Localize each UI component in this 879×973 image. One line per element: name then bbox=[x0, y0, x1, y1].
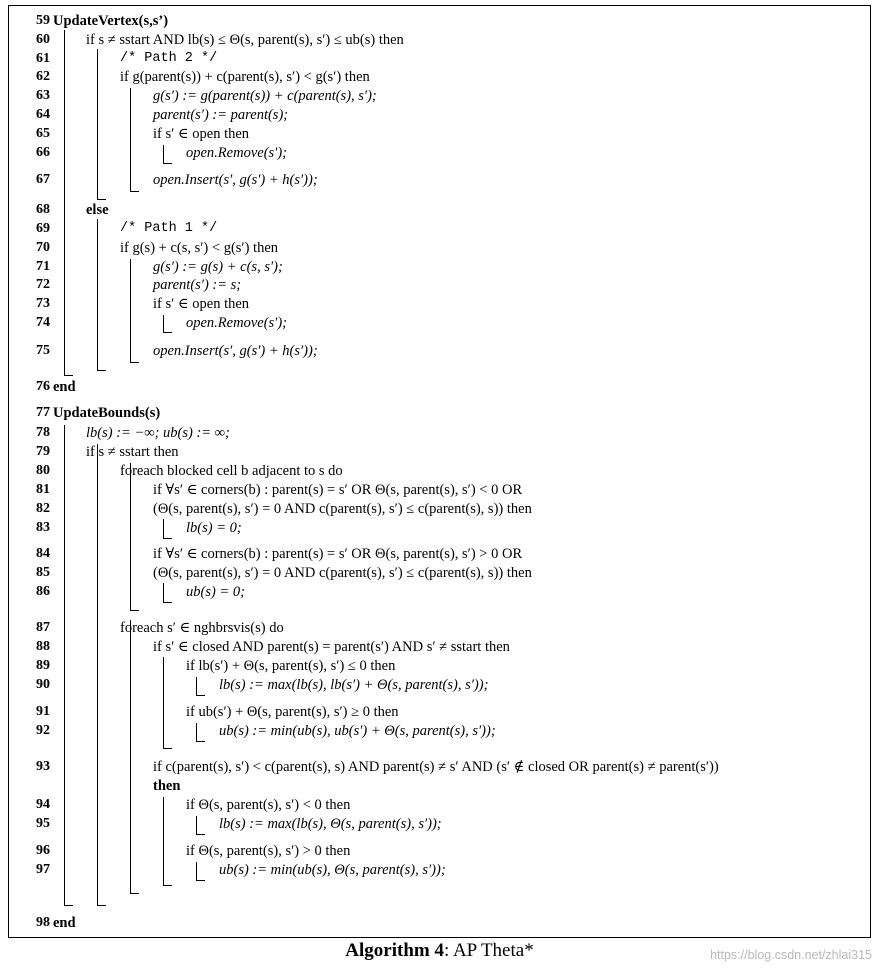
code-line: ub(s) = 0; bbox=[186, 584, 245, 600]
bracket-foot bbox=[64, 375, 73, 376]
bracket-foot bbox=[130, 610, 139, 611]
code-line: if ub(s′) + Θ(s, parent(s), s′) ≥ 0 then bbox=[186, 704, 399, 720]
bracket-vertical bbox=[163, 145, 164, 163]
line-number: 89 bbox=[36, 658, 50, 673]
line-number: 91 bbox=[36, 704, 50, 719]
code-line: end bbox=[53, 379, 76, 395]
code-line: open.Insert(s′, g(s′) + h(s′)); bbox=[153, 172, 318, 188]
code-line: g(s′) := g(parent(s)) + c(parent(s), s′); bbox=[153, 88, 377, 104]
code-line: (Θ(s, parent(s), s′) = 0 AND c(parent(s), s′) ≤ c(parent(s), s)) then bbox=[153, 565, 532, 581]
caption-title: : AP Theta* bbox=[443, 940, 534, 961]
bracket-foot bbox=[163, 332, 172, 333]
code-line: else bbox=[86, 202, 109, 218]
line-number: 70 bbox=[36, 240, 50, 255]
line-number: 77 bbox=[36, 405, 50, 420]
line-number: 85 bbox=[36, 565, 50, 580]
code-line: lb(s) := −∞; ub(s) := ∞; bbox=[86, 425, 230, 441]
line-number: 98 bbox=[36, 915, 50, 930]
line-number: 88 bbox=[36, 639, 50, 654]
line-number: 87 bbox=[36, 620, 50, 635]
bracket-foot bbox=[97, 370, 106, 371]
bracket-foot bbox=[163, 163, 172, 164]
bracket-foot bbox=[196, 741, 205, 742]
line-number: 61 bbox=[36, 51, 50, 66]
code-line: end bbox=[53, 915, 76, 931]
line-number: 59 bbox=[36, 13, 50, 28]
line-number: 66 bbox=[36, 145, 50, 160]
line-number: 69 bbox=[36, 221, 50, 236]
code-line: if s ≠ sstart AND lb(s) ≤ Θ(s, parent(s), s′) ≤ ub(s) then bbox=[86, 32, 404, 48]
line-number: 96 bbox=[36, 843, 50, 858]
bracket-vertical bbox=[97, 49, 98, 199]
code-line: if lb(s′) + Θ(s, parent(s), s′) ≤ 0 then bbox=[186, 658, 396, 674]
bracket-vertical bbox=[196, 862, 197, 880]
code-line: open.Remove(s′); bbox=[186, 145, 287, 161]
line-number: 74 bbox=[36, 315, 50, 330]
bracket-vertical bbox=[196, 723, 197, 741]
code-line: if g(s) + c(s, s′) < g(s′) then bbox=[120, 240, 278, 256]
bracket-foot bbox=[163, 748, 172, 749]
bracket-foot bbox=[97, 905, 106, 906]
code-line: /* Path 2 */ bbox=[120, 51, 218, 66]
line-number: 92 bbox=[36, 723, 50, 738]
watermark: https://blog.csdn.net/zhlai315 bbox=[710, 948, 872, 962]
line-number: 95 bbox=[36, 816, 50, 831]
code-line: ub(s) := min(ub(s), Θ(s, parent(s), s′)); bbox=[219, 862, 446, 878]
line-number: 90 bbox=[36, 677, 50, 692]
line-number: 67 bbox=[36, 172, 50, 187]
line-number: 86 bbox=[36, 584, 50, 599]
code-line: if s ≠ sstart then bbox=[86, 444, 179, 460]
code-line: if s′ ∈ closed AND parent(s) = parent(s′) AND s′ ≠ sstart then bbox=[153, 639, 510, 655]
bracket-foot bbox=[64, 905, 73, 906]
line-number: 68 bbox=[36, 202, 50, 217]
line-number: 79 bbox=[36, 444, 50, 459]
bracket-vertical bbox=[130, 88, 131, 191]
bracket-vertical bbox=[163, 315, 164, 332]
line-number: 63 bbox=[36, 88, 50, 103]
bracket-foot bbox=[196, 695, 205, 696]
code-line: UpdateBounds(s) bbox=[53, 405, 161, 421]
code-line: (Θ(s, parent(s), s′) = 0 AND c(parent(s), s′) ≤ c(parent(s), s)) then bbox=[153, 501, 532, 517]
code-line: ub(s) := min(ub(s), ub(s′) + Θ(s, parent(s), s′)); bbox=[219, 723, 496, 739]
code-line: open.Insert(s′, g(s′) + h(s′)); bbox=[153, 343, 318, 359]
line-number: 75 bbox=[36, 343, 50, 358]
line-number: 71 bbox=[36, 259, 50, 274]
bracket-vertical bbox=[163, 583, 164, 602]
line-number: 84 bbox=[36, 546, 50, 561]
bracket-vertical bbox=[130, 463, 131, 610]
code-line: UpdateVertex(s,s’) bbox=[53, 13, 169, 29]
bracket-vertical bbox=[163, 657, 164, 748]
bracket-foot bbox=[130, 191, 139, 192]
code-line: g(s′) := g(s) + c(s, s′); bbox=[153, 259, 283, 275]
bracket-foot bbox=[130, 893, 139, 894]
code-line: if Θ(s, parent(s), s′) > 0 then bbox=[186, 843, 351, 859]
bracket-vertical bbox=[64, 30, 65, 375]
code-line: if c(parent(s), s′) < c(parent(s), s) AND parent(s) ≠ s′ AND (s′ ∉ closed OR parent(s) ≠ parent(s′)) bbox=[153, 759, 719, 775]
line-number: 78 bbox=[36, 425, 50, 440]
line-number: 94 bbox=[36, 797, 50, 812]
line-number: 97 bbox=[36, 862, 50, 877]
bracket-foot bbox=[163, 885, 172, 886]
bracket-vertical bbox=[97, 219, 98, 370]
code-line: lb(s) := max(lb(s), lb(s′) + Θ(s, parent(s), s′)); bbox=[219, 677, 489, 693]
line-number: 72 bbox=[36, 277, 50, 292]
code-line: lb(s) = 0; bbox=[186, 520, 242, 536]
line-number: 93 bbox=[36, 759, 50, 774]
code-line: if ∀s′ ∈ corners(b) : parent(s) = s′ OR Θ(s, parent(s), s′) > 0 OR bbox=[153, 546, 523, 562]
caption-label: Algorithm 4 bbox=[345, 940, 444, 961]
bracket-foot bbox=[196, 834, 205, 835]
code-line: parent(s′) := s; bbox=[153, 277, 242, 293]
code-line: if s′ ∈ open then bbox=[153, 126, 250, 142]
bracket-vertical bbox=[97, 444, 98, 905]
bracket-vertical bbox=[196, 816, 197, 834]
bracket-foot bbox=[196, 880, 205, 881]
code-line: open.Remove(s′); bbox=[186, 315, 287, 331]
line-number: 73 bbox=[36, 296, 50, 311]
code-line: then bbox=[153, 778, 181, 794]
line-number: 76 bbox=[36, 379, 50, 394]
line-number: 82 bbox=[36, 501, 50, 516]
code-line: foreach s′ ∈ nghbrsvis(s) do bbox=[120, 620, 284, 636]
code-line: if ∀s′ ∈ corners(b) : parent(s) = s′ OR Θ(s, parent(s), s′) < 0 OR bbox=[153, 482, 523, 498]
bracket-vertical bbox=[130, 620, 131, 893]
bracket-vertical bbox=[196, 677, 197, 695]
bracket-foot bbox=[97, 199, 106, 200]
line-number: 62 bbox=[36, 69, 50, 84]
code-line: parent(s′) := parent(s); bbox=[153, 107, 289, 123]
code-line: if g(parent(s)) + c(parent(s), s′) < g(s′) then bbox=[120, 69, 370, 85]
bracket-foot bbox=[163, 538, 172, 539]
code-line: if Θ(s, parent(s), s′) < 0 then bbox=[186, 797, 351, 813]
code-line: lb(s) := max(lb(s), Θ(s, parent(s), s′)); bbox=[219, 816, 442, 832]
line-number: 60 bbox=[36, 32, 50, 47]
code-line: /* Path 1 */ bbox=[120, 221, 218, 236]
line-number: 80 bbox=[36, 463, 50, 478]
line-number: 83 bbox=[36, 520, 50, 535]
line-number: 65 bbox=[36, 126, 50, 141]
bracket-vertical bbox=[130, 259, 131, 362]
code-line: if s′ ∈ open then bbox=[153, 296, 250, 312]
line-number: 81 bbox=[36, 482, 50, 497]
code-line: foreach blocked cell b adjacent to s do bbox=[120, 463, 343, 479]
bracket-vertical bbox=[64, 425, 65, 905]
line-number: 64 bbox=[36, 107, 50, 122]
bracket-foot bbox=[130, 362, 139, 363]
bracket-foot bbox=[163, 602, 172, 603]
bracket-vertical bbox=[163, 519, 164, 538]
bracket-vertical bbox=[163, 797, 164, 885]
